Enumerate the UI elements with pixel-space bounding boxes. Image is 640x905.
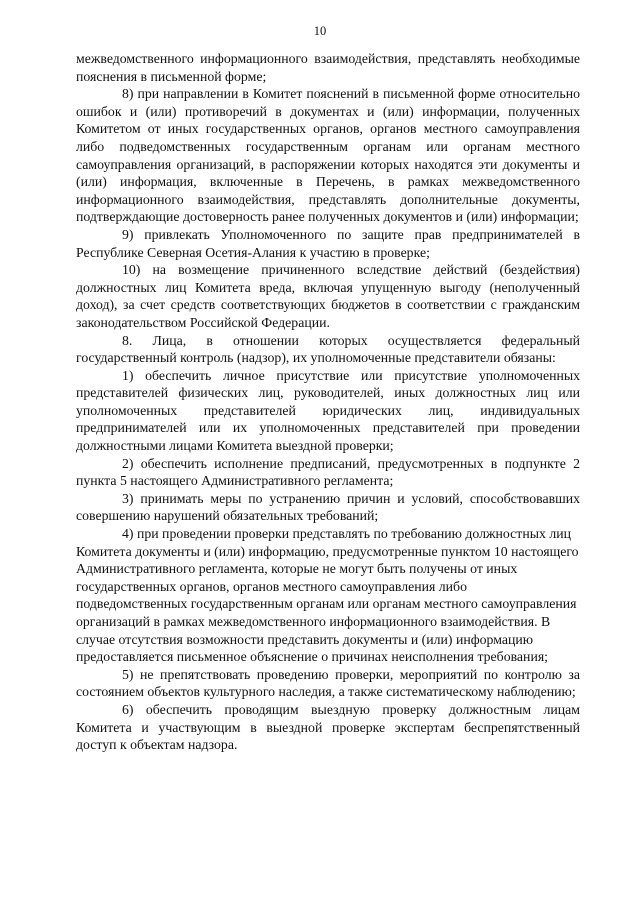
paragraph-duty-6: 6) обеспечить проводящим выездную проверку должностным лицам Комитета и участвующим в выездной проверке экспертам беспрепятственный доступ к объектам надзора.	[76, 701, 580, 753]
document-body	[76, 50, 580, 754]
paragraph-section-8: 8. Лица, в отношении которых осуществляется федеральный государственный контроль (надзор), их уполномоченные представители обязаны:	[76, 332, 580, 366]
page-number: 10	[313, 24, 327, 38]
paragraph-duty-4: 4) при проведении проверки представлять по требованию должностных лиц Комитета документы и (или) информацию, предусмотренные пунктом 10 настоящего Административного регламента, которые не могут быть получены от иных государственных органов, органов местного самоуправления либо подведомственных государственным органам или органам местного самоуправления организаций в рамках межведомственного информационного взаимодействия. В случае отсутствия возможности представить документы и (или) информацию предоставляется письменное объяснение о причинах неисполнения требования;	[76, 526, 579, 665]
paragraph-item-10: 10) на возмещение причиненного вследствие действий (бездействия) должностных лиц Комитета вреда, включая упущенную выгоду (неполученный доход), за счет средств соответствующих бюджетов в соответствии с гражданским законодательством Российской Федерации.	[76, 262, 580, 330]
paragraph-continuation: межведомственного информационного взаимодействия, представлять необходимые пояснения в письменной форме;	[76, 51, 580, 84]
paragraph-duty-5: 5) не препятствовать проведению проверки, мероприятий по контролю за состоянием объектов культурного наследия, а также систематическому наблюдению;	[76, 666, 580, 700]
paragraph-duty-3: 3) принимать меры по устранению причин и условий, способствовавших совершению нарушений обязательных требований;	[76, 490, 580, 524]
paragraph-duty-1: 1) обеспечить личное присутствие или присутствие уполномоченных представителей физических лиц, руководителей, иных должностных лиц или уполномоченных представителей юридических лиц, индивидуальных предпринимателей или их уполномоченных представителей при проведении должностными лицами Комитета выездной проверки;	[76, 367, 580, 454]
paragraph-item-8: 8) при направлении в Комитет пояснений в письменной форме относительно ошибок и (или) противоречий в документах и (или) информации, полученных Комитетом от иных государственных органов, органов местного самоуправления либо подведомственных государственным органам или органам местного самоуправления организаций, в распоряжении которых находятся эти документы и (или) информация, включенные в Перечень, в рамках межведомственного информационного взаимодействия, представлять дополнительные документы, подтверждающие достоверность ранее полученных документов и (или) информации;	[76, 86, 580, 225]
paragraph-item-9: 9) привлекать Уполномоченного по защите прав предпринимателей в Республике Северная Осетия-Алания к участию в проверке;	[76, 226, 580, 260]
paragraph-duty-2: 2) обеспечить исполнение предписаний, предусмотренных в подпункте 2 пункта 5 настоящего Административного регламента;	[76, 455, 580, 489]
